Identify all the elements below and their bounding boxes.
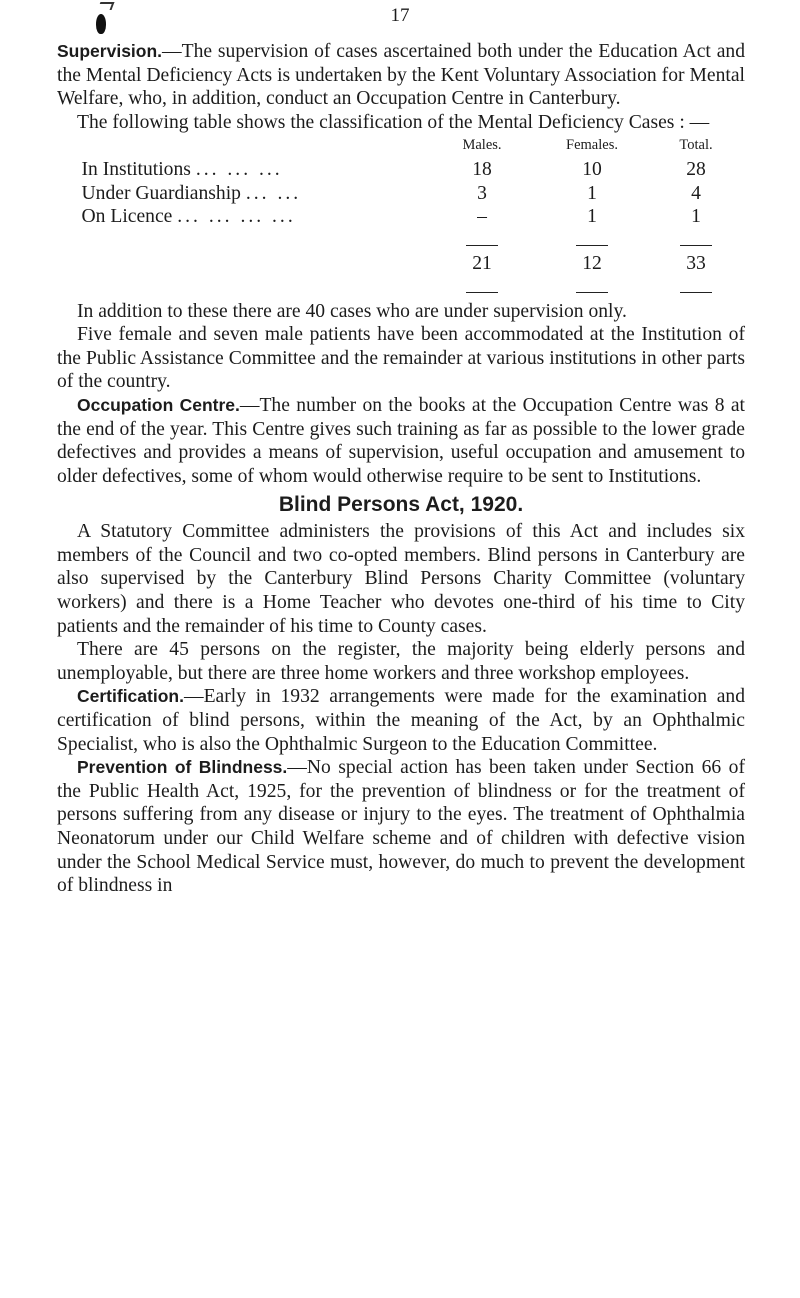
row-females: 1	[587, 206, 597, 228]
occupation-heading: Occupation Centre.	[77, 394, 240, 415]
rule-line	[680, 292, 712, 293]
row-males: 3	[477, 182, 487, 204]
row-label: In Institutions	[81, 158, 191, 180]
register-paragraph: There are 45 persons on the register, the majority being elderly persons and unemployable, but there are three home workers and three workshop employees.	[57, 639, 745, 684]
after-table-paragraph-1: In addition to these there are 40 cases who are under supervision only.	[77, 300, 627, 322]
rule-line	[576, 245, 608, 246]
occupation-paragraph	[57, 394, 745, 488]
table-intro: The following table shows the classification of the Mental Deficiency Cases : —	[77, 111, 710, 133]
total-total: 33	[686, 253, 706, 275]
row-leader: ... ...	[245, 182, 302, 204]
table-rule	[57, 276, 745, 300]
supervision-heading: Supervision.	[57, 41, 163, 61]
prevention-heading: Prevention of Blindness.	[77, 757, 288, 778]
row-males: 18	[472, 158, 492, 180]
row-total: 1	[691, 206, 701, 228]
body-text	[57, 40, 745, 898]
section-title: Blind Persons Act, 1920.	[278, 493, 524, 517]
certification-paragraph	[57, 685, 745, 756]
certification-heading: Certification.	[77, 686, 184, 707]
row-females: 10	[582, 158, 602, 180]
row-leader: ... ... ...	[195, 158, 283, 180]
row-label: Under Guardianship	[81, 182, 241, 204]
col-total: Total.	[679, 137, 713, 154]
classification-table	[57, 134, 745, 299]
row-total: 4	[691, 182, 701, 204]
table-row	[57, 158, 745, 182]
page-number: 17	[390, 5, 410, 26]
row-leader: ... ... ... ...	[177, 206, 296, 228]
table-totals-row	[57, 252, 745, 276]
table-header-row	[57, 134, 745, 158]
statutory-paragraph: A Statutory Committee administers the provisions of this Act and includes six members of the Council and two co-opted members. Blind persons in Canterbury are also supervised by the Canterbury Blind Persons Charity Committee (voluntary workers) and there is a Home Teacher who devotes one-third of his time to City patients and the remainder of his time to County cases.	[57, 521, 745, 637]
row-total: 28	[686, 158, 706, 180]
total-females: 12	[582, 253, 602, 275]
table-rule	[57, 229, 745, 253]
row-males: –	[477, 206, 487, 228]
supervision-paragraph	[57, 40, 745, 111]
table-row	[57, 182, 745, 206]
table-row	[57, 205, 745, 229]
total-males: 21	[472, 253, 492, 275]
rule-line	[466, 292, 498, 293]
rule-line	[576, 292, 608, 293]
occupation-text: —The number on the books at the Occupation Centre was 8 at the end of the year. This Centre gives such training as far as possible to the lower grade defectives and provides a means of supervision, useful occupation and amusement to older defectives, some of whom would otherwise require to be sent to Institutions.	[57, 394, 745, 487]
certification-text: —Early in 1932 arrangements were made for the examination and certification of blind persons, within the meaning of the Act, by an Ophthalmic Specialist, who is also the Ophthalmic Surgeon to the Education Committee.	[57, 686, 745, 755]
prevention-text: —No special action has been taken under Section 66 of the Public Health Act, 1925, for the prevention of blindness or for the treatment of persons suffering from any disease or injury to the eyes. The treatment of Ophthalmia Neonatorum under our Child Welfare scheme and of children with defective vision under the School Medical Service must, however, do much to prevent the development of blindness in	[57, 757, 745, 897]
prevention-paragraph	[57, 756, 745, 898]
row-label: On Licence	[81, 206, 173, 228]
col-females: Females.	[566, 137, 618, 154]
row-females: 1	[587, 182, 597, 204]
col-males: Males.	[462, 137, 502, 154]
rule-line	[680, 245, 712, 246]
rule-line	[466, 245, 498, 246]
supervision-text: —The supervision of cases ascertained both under the Education Act and the Mental Deficiency Acts is undertaken by the Kent Voluntary Association for Mental Welfare, who, in addition, conduct an Occupation Centre in Canterbury.	[57, 41, 745, 110]
after-table-paragraph-2: Five female and seven male patients have been accommodated at the Institution of the Public Assistance Committee and the remainder at various institutions in other parts of the country.	[57, 324, 745, 393]
